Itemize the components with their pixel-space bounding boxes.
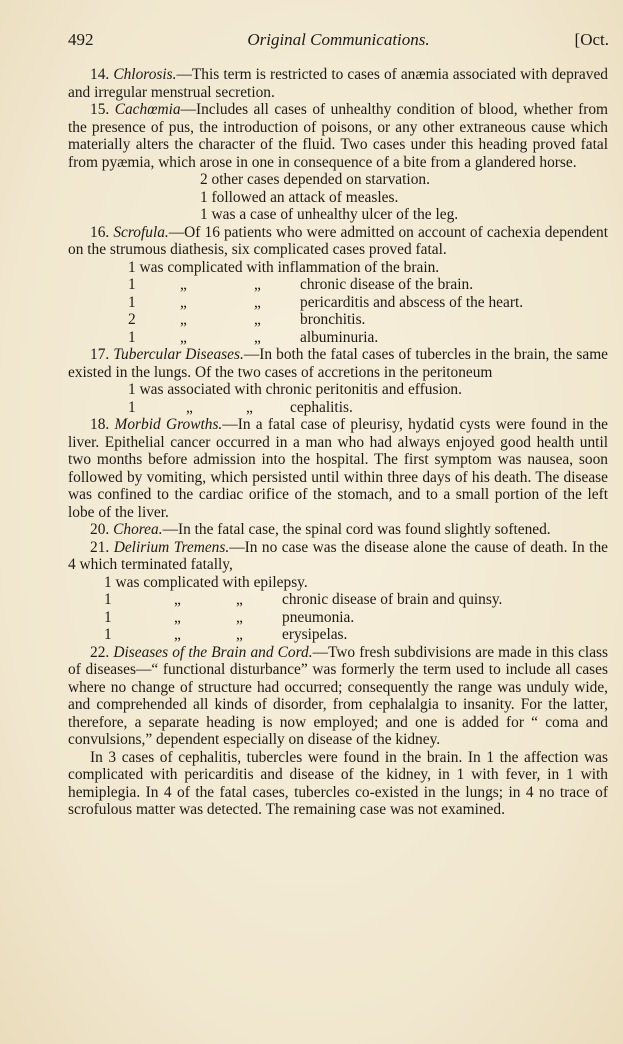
- case-row: [68, 276, 608, 294]
- case-row: [68, 626, 608, 644]
- section-term: Chlorosis.: [113, 66, 177, 83]
- section-16: [68, 224, 608, 259]
- case-line: 1 was a case of unhealthy ulcer of the leg.: [200, 206, 459, 223]
- section-text: —In a fatal case of pleurisy, hydatid cysts were found in the liver. Epithelial cancer occurred in a man who had always enjoyed good health until two months before admission into the hospital. The first symptom was nausea, soon followed by vomiting, which persisted until within three days of his death. The disease was confined to the cardiac orifice of the stomach, and to a small portion of the left lobe of the liver.: [68, 416, 608, 521]
- case-count: 2: [128, 311, 136, 328]
- case-count: 1: [128, 328, 136, 346]
- section-21: [68, 539, 608, 574]
- page-body: [68, 66, 608, 819]
- case-line: 1 was complicated with inflammation of the brain.: [128, 258, 440, 276]
- section-text: —In both the fatal cases of tubercles in the brain, the same existed in the lungs. Of the two cases of accretions in the peritoneum: [68, 346, 609, 381]
- case-table: [68, 399, 608, 417]
- case-row: [68, 311, 608, 329]
- case-count: 1: [104, 591, 112, 608]
- ditto-mark: „: [254, 328, 261, 346]
- section-22-paragraph-2: In 3 cases of cephalitis, tubercles were found in the brain. In 1 the affection was complicated with pericarditis and disease of the kidney, in 1 with fever, in 1 with hemiplegia. In 4 of the fatal cases, tubercles co-existed in the lungs; in 4 no trace of scrofulous matter was detected. The remaining case was not examined.: [68, 748, 608, 818]
- case-count: 1: [104, 626, 112, 643]
- section-term: Delirium Tremens.: [113, 538, 230, 556]
- section-text: —Two fresh subdivisions are made in this class of diseases—“ functional disturbance” was formerly the term used to include all cases where no change of structure had occurred; consequently the range was unduly wide, and comprehended all kinds of disorder, from cephalalgia to insanity. For the latter, therefore, a separate heading is now employed; and one is added for “ coma and convulsions,” dependent especially on disease of the kidney.: [68, 643, 608, 748]
- ditto-mark: „: [174, 626, 181, 643]
- section-term: Morbid Growths.: [114, 416, 223, 433]
- section-text: —Includes all cases of unhealthy condition of blood, whether from the presence of pus, the introduction of poisons, or any other extraneous cause which materially alters the character of the fluid. Two cases under this heading proved fatal from pyæmia, which arose in one in consequence of a bite from a glandered horse.: [68, 101, 608, 171]
- section-term: Tubercular Diseases.: [113, 346, 244, 363]
- month-label: [Oct.: [574, 30, 609, 49]
- page-number: 492: [68, 30, 94, 49]
- section-text: —Of 16 patients who were admitted on account of cachexia dependent on the strumous diathesis, six complicated cases proved fatal.: [68, 223, 608, 258]
- case-count: 1: [128, 398, 136, 416]
- case-row: [68, 399, 608, 417]
- running-title: Original Communications.: [247, 30, 430, 49]
- case-row: [68, 294, 608, 312]
- case-line: 1 followed an attack of measles.: [200, 188, 399, 206]
- section-number: 14.: [90, 66, 110, 83]
- section-number: 21.: [90, 538, 110, 556]
- ditto-mark: „: [254, 293, 261, 311]
- case-table: [68, 276, 608, 346]
- ditto-mark: „: [254, 311, 261, 328]
- section-number: 18.: [90, 416, 110, 433]
- section-text: —In no case was the disease alone the cause of death. In the 4 which terminated fatally,: [68, 538, 608, 573]
- ditto-mark: „: [246, 398, 253, 416]
- case-text: bronchitis.: [300, 311, 366, 328]
- case-count: 1: [128, 276, 136, 293]
- case-count: 1: [128, 293, 136, 311]
- case-row: [68, 591, 608, 609]
- case-text: erysipelas.: [282, 626, 348, 643]
- case-line: 1 was complicated with epilepsy.: [104, 573, 308, 591]
- case-row: [68, 329, 608, 347]
- case-text: pneumonia.: [282, 608, 355, 626]
- ditto-mark: „: [180, 311, 187, 328]
- ditto-mark: „: [236, 608, 243, 626]
- case-text: chronic disease of brain and quinsy.: [282, 591, 503, 608]
- section-text: —In the fatal case, the spinal cord was found slightly softened.: [162, 521, 551, 538]
- section-text: —This term is restricted to cases of anæmia associated with depraved and irregular menstrual secretion.: [68, 66, 608, 101]
- ditto-mark: „: [174, 608, 181, 626]
- case-line: 2 other cases depended on starvation.: [200, 171, 430, 188]
- ditto-mark: „: [236, 626, 243, 643]
- section-term: Diseases of the Brain and Cord.: [113, 643, 313, 661]
- section-18: [68, 416, 608, 521]
- section-20: [68, 521, 608, 539]
- case-line: 1 was associated with chronic peritonitis and effusion.: [128, 381, 462, 398]
- section-term: Chorea.: [113, 521, 163, 538]
- section-number: 20.: [90, 521, 110, 538]
- ditto-mark: „: [186, 398, 193, 416]
- running-header: [68, 30, 609, 54]
- case-text: pericarditis and abscess of the heart.: [300, 293, 524, 311]
- section-22: [68, 644, 608, 749]
- ditto-mark: „: [180, 276, 187, 293]
- case-count: 1: [104, 608, 112, 626]
- section-number: 15.: [90, 101, 110, 118]
- case-row: [68, 609, 608, 627]
- ditto-mark: „: [254, 276, 261, 293]
- section-term: Scrofula.: [113, 223, 169, 241]
- case-table: [68, 591, 608, 644]
- case-text: chronic disease of the brain.: [300, 276, 474, 293]
- ditto-mark: „: [236, 591, 243, 608]
- section-number: 22.: [90, 643, 110, 661]
- section-number: 17.: [90, 346, 110, 363]
- section-14: [68, 66, 608, 101]
- section-15: [68, 101, 608, 171]
- ditto-mark: „: [180, 293, 187, 311]
- section-term: Cachœmia: [114, 101, 181, 118]
- section-number: 16.: [90, 223, 110, 241]
- section-17: [68, 346, 608, 381]
- ditto-mark: „: [180, 328, 187, 346]
- ditto-mark: „: [174, 591, 181, 608]
- case-text: cephalitis.: [290, 398, 353, 416]
- case-text: albuminuria.: [300, 328, 379, 346]
